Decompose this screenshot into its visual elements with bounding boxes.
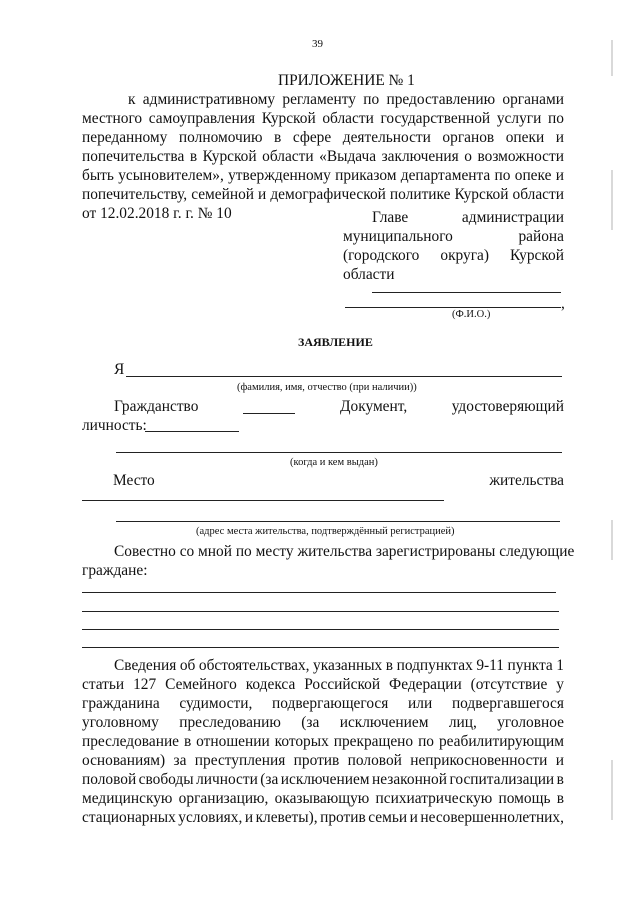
circumstances-line-5: преследование в отношении которых прекращено по реабилитирующим — [82, 733, 564, 750]
scan-edge-mark — [611, 520, 613, 560]
issued-fill-line[interactable] — [116, 452, 562, 453]
scan-edge-mark — [611, 170, 613, 230]
document-label: Документ, удостоверяющий — [340, 398, 564, 415]
circumstances-line-2: статьи 127 Семейного кодекса Российской Федерации (отсутствие у — [82, 676, 564, 693]
page-number: 39 — [312, 38, 323, 50]
appendix-line-7: от 12.02.2018 г. г. № 10 — [82, 205, 232, 222]
residence-fill-line[interactable] — [82, 500, 444, 501]
appendix-line-4: попечительства в Курской области «Выдача заключения о возможности — [82, 148, 564, 165]
circumstances-line-8: медицинскую организацию, оказывающую психиатрическую помощь в — [82, 790, 564, 807]
addressee-fio-caption: (Ф.И.О.) — [452, 309, 491, 320]
address-fill-line[interactable] — [116, 521, 560, 522]
addressee-line-1: Главе администрации — [372, 209, 564, 226]
scan-edge-mark — [611, 40, 613, 76]
citizenship-label: Гражданство — [114, 398, 199, 415]
appendix-line-3: переданному полномочию в сфере деятельности органов опеки и — [82, 129, 564, 146]
addressee-fill-line[interactable] — [372, 292, 561, 293]
cohabitant-fill-line[interactable] — [82, 592, 556, 593]
circumstances-line-9: стационарных условиях, и клеветы), против семьи и несовершеннолетних, — [82, 809, 564, 826]
statement-heading: ЗАЯВЛЕНИЕ — [298, 335, 373, 349]
cohabitant-fill-line[interactable] — [82, 629, 559, 630]
issued-caption: (когда и кем выдан) — [290, 457, 378, 468]
appendix-line-1: к административному регламенту по предоставлению органами — [128, 91, 564, 108]
cohabitants-line-1: Совестно со мной по месту жительства зарегистрированы следующие — [114, 543, 575, 560]
ya-label: Я — [114, 361, 125, 378]
identity-label: личность: — [82, 417, 147, 434]
residence-label: Место жительства — [113, 472, 564, 489]
addressee-fill-line[interactable] — [345, 307, 561, 308]
addressee-line-3: (городского округа) Курской — [343, 247, 564, 264]
circumstances-line-1: Сведения об обстоятельствах, указанных в подпунктах 9-11 пункта 1 — [114, 657, 564, 674]
identity-fill-line[interactable] — [145, 431, 239, 432]
appendix-line-6: попечительству, семейной и демографической политике Курской области — [82, 186, 564, 203]
addressee-comma: , — [561, 295, 565, 312]
addressee-line-4: области — [343, 266, 395, 283]
cohabitants-line-2: граждане: — [82, 562, 148, 579]
appendix-title: ПРИЛОЖЕНИЕ № 1 — [278, 72, 415, 89]
fio-fill-line[interactable] — [126, 376, 562, 377]
circumstances-line-6: основаниям) за преступления против половой неприкосновенности и — [82, 752, 564, 769]
address-caption: (адрес места жительства, подтверждённый регистрацией) — [196, 526, 455, 537]
circumstances-line-4: уголовному преследованию (за исключением лиц, уголовное — [82, 714, 564, 731]
scan-edge-mark — [611, 760, 613, 820]
cohabitant-fill-line[interactable] — [82, 611, 559, 612]
addressee-line-2: муниципального района — [343, 228, 564, 245]
citizenship-fill-line[interactable] — [243, 413, 295, 414]
appendix-line-5: быть усыновителем», утвержденному приказом департамента по опеке и — [82, 167, 564, 184]
circumstances-line-3: гражданина судимости, подвергающегося или подвергавшегося — [82, 695, 564, 712]
cohabitant-fill-line[interactable] — [82, 647, 559, 648]
appendix-line-2: местного самоуправления Курской области государственной услуги по — [82, 110, 564, 127]
fio-caption: (фамилия, имя, отчество (при наличии)) — [237, 382, 417, 393]
circumstances-line-7: половой свободы личности (за исключением незаконной госпитализации в — [82, 771, 564, 788]
